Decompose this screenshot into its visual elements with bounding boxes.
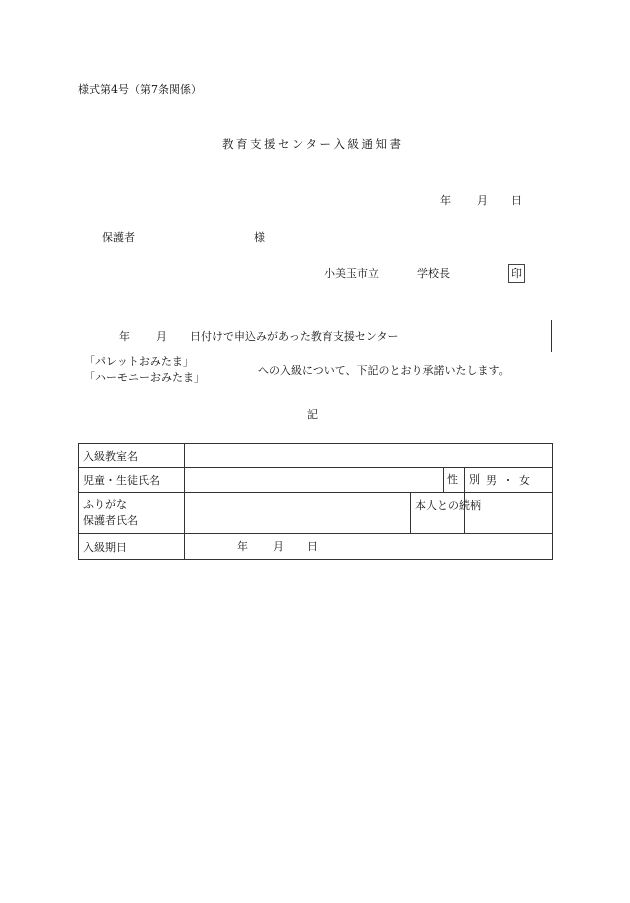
seal-box: 印 xyxy=(508,264,525,283)
student-label: 児童・生徒氏名 xyxy=(79,468,185,493)
table-row xyxy=(79,534,553,560)
classroom-label: 入級教室名 xyxy=(79,444,185,468)
classroom-field[interactable] xyxy=(185,444,553,468)
period-year: 年 xyxy=(237,540,248,553)
body-year: 年 xyxy=(119,330,130,343)
issuer-principal: 学校長 xyxy=(417,267,450,280)
period-field[interactable] xyxy=(185,534,553,560)
body-line1-text: 日付けで申込みがあった教育支援センター xyxy=(190,330,399,343)
center-name-harmony: 「ハーモニーおみたま」 xyxy=(84,371,205,384)
gender-label-cell xyxy=(444,468,480,493)
issuer-city: 小美玉市立 xyxy=(324,267,379,280)
table-row xyxy=(79,444,553,468)
recipient-suffix: 様 xyxy=(254,231,265,244)
note-heading: 記 xyxy=(307,408,318,421)
date-day: 日 xyxy=(511,194,522,207)
body-month: 月 xyxy=(156,330,167,343)
guardian-label: 保護者氏名 xyxy=(83,514,138,527)
details-table xyxy=(78,443,553,560)
period-label: 入級期日 xyxy=(79,534,185,560)
document-title: 教育支援センター入級通知書 xyxy=(222,137,404,151)
period-month: 月 xyxy=(273,540,284,553)
student-name-field[interactable] xyxy=(185,468,444,493)
date-year: 年 xyxy=(440,194,451,207)
gender-options[interactable]: 男 ・ 女 xyxy=(465,468,553,493)
recipient-label: 保護者 xyxy=(102,231,135,244)
relation-label: 本人との続柄 xyxy=(411,493,465,534)
table-row xyxy=(79,493,553,534)
furigana-guardian-label-cell xyxy=(79,493,185,534)
guardian-name-field[interactable] xyxy=(185,493,411,534)
center-name-palette: 「パレットおみたま」 xyxy=(84,355,194,368)
period-day: 日 xyxy=(307,540,318,553)
furigana-label: ふりがな xyxy=(83,498,127,511)
margin-line xyxy=(551,320,552,352)
gender-label: 性 別 xyxy=(447,473,480,486)
body-line2-text: への入級について、下記のとおり承諾いたします。 xyxy=(258,364,510,377)
date-month: 月 xyxy=(477,194,488,207)
form-number: 様式第4号（第7条関係） xyxy=(78,83,202,96)
table-row xyxy=(79,468,553,493)
